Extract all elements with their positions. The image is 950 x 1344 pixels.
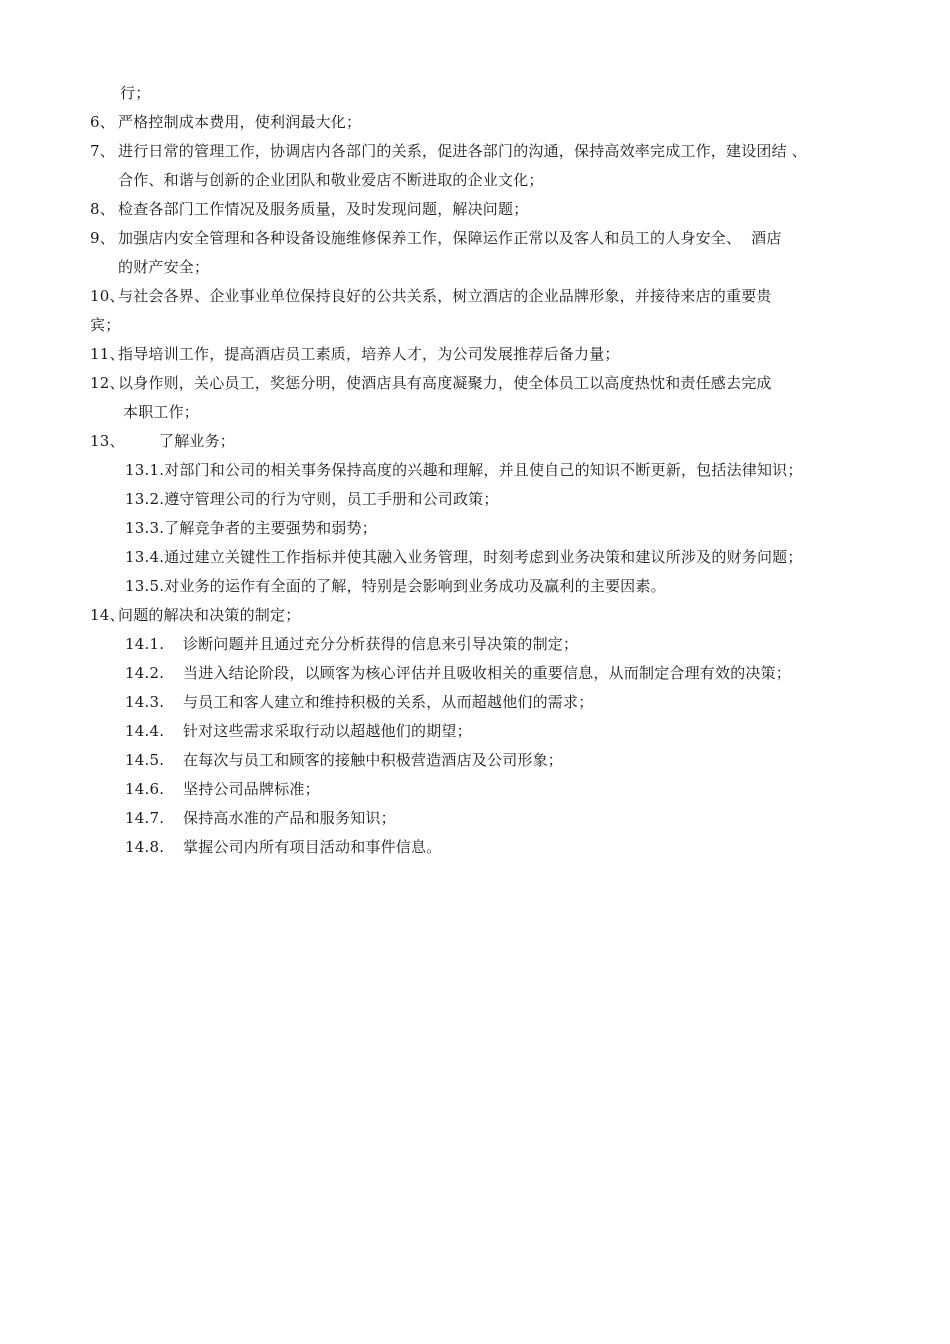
continuation-text: 行； [120,84,151,102]
sub-item-text: 针对这些需求采取行动以超越他们的期望； [183,722,472,740]
sub-item-14-5 [125,750,563,770]
item-text: 检查各部门工作情况及服务质量，及时发现问题，解决问题； [118,200,529,218]
list-item-10 [90,286,772,306]
sub-item-text: 坚持公司品牌标准； [183,780,320,798]
list-item-13 [90,431,235,451]
sub-item-text: 掌握公司内所有项目活动和事件信息。 [183,838,442,856]
item-number: 6、 [90,113,115,131]
list-item-14 [90,605,300,625]
item-number: 11、 [90,345,125,363]
sub-item-14-2 [125,663,791,683]
sub-item-13-4: 13.4.通过建立关键性工作指标并使其融入业务管理，时刻考虑到业务决策和建议所涉及的财务问题； [125,548,803,566]
sub-item-14-7 [125,808,396,828]
list-item-9 [90,228,782,248]
sub-item-14-6 [125,779,320,799]
item-text: 与社会各界、企业事业单位保持良好的公共关系，树立酒店的企业品牌形象，并接待来店的重要贵 [118,287,772,305]
item-number: 12、 [90,374,125,392]
list-item-7 [90,141,807,161]
sub-item-13-3: 13.3.了解竞争者的主要强势和弱势； [125,519,377,537]
sub-item-text: 诊断问题并且通过充分分析获得的信息来引导决策的制定； [183,635,579,653]
sub-item-number: 14.5. [125,751,165,769]
sub-item-number: 14.8. [125,838,165,856]
sub-item-14-1 [125,634,578,654]
sub-item-number: 14.4. [125,722,165,740]
item-text: 指导培训工作，提高酒店员工素质，培养人才，为公司发展推荐后备力量； [118,345,620,363]
sub-item-number: 14.2. [125,664,165,682]
list-item-8 [90,199,528,219]
list-item-7-continuation: 合作、和谐与创新的企业团队和敬业爱店不断进取的企业文化； [118,171,544,189]
sub-item-number: 14.1. [125,635,165,653]
item-number: 13、 [90,432,125,450]
item-text: 进行日常的管理工作，协调店内各部门的关系，促进各部门的沟通，保持高效率完成工作，建设团结 、 [118,142,807,160]
item-number: 8、 [90,200,115,218]
item-text: 加强店内安全管理和各种设备设施维修保养工作，保障运作正常以及客人和员工的人身安全、 酒店 [118,229,782,247]
item-text: 问题的解决和决策的制定； [118,606,301,624]
sub-item-14-4 [125,721,472,741]
sub-item-text: 保持高水准的产品和服务知识； [183,809,396,827]
sub-item-text: 与员工和客人建立和维持积极的关系，从而超越他们的需求； [183,693,594,711]
item-number: 9、 [90,229,115,247]
sub-item-14-3 [125,692,593,712]
sub-item-13-5: 13.5.对业务的运作有全面的了解，特别是会影响到业务成功及赢利的主要因素。 [125,577,666,595]
list-item-6 [90,112,361,132]
item-number: 10、 [90,287,125,305]
sub-item-text: 当进入结论阶段，以顾客为核心评估并且吸收相关的重要信息，从而制定合理有效的决策； [183,664,792,682]
list-item-11 [90,344,620,364]
item-text: 了解业务； [159,432,236,450]
item-number: 7、 [90,142,115,160]
item-text: 以身作则，关心员工，奖惩分明，使酒店具有高度凝聚力，使全体员工以高度热忱和责任感去完成 [118,374,772,392]
sub-item-number: 14.3. [125,693,165,711]
sub-item-13-2: 13.2.遵守管理公司的行为守则，员工手册和公司政策； [125,490,499,508]
sub-item-number: 14.7. [125,809,165,827]
list-item-10-continuation: 宾； [90,316,121,334]
list-item-12 [90,373,772,393]
item-number: 14、 [90,606,125,624]
sub-item-number: 14.6. [125,780,165,798]
list-item-12-continuation: 本职工作； [123,403,200,421]
sub-item-14-8 [125,837,441,857]
list-item-9-continuation: 的财产安全； [118,258,210,276]
sub-item-13-1: 13.1.对部门和公司的相关事务保持高度的兴趣和理解，并且使自己的知识不断更新，包括法律知识； [125,461,803,479]
sub-item-text: 在每次与员工和顾客的接触中积极营造酒店及公司形象； [183,751,564,769]
item-text: 严格控制成本费用，使利润最大化； [118,113,362,131]
